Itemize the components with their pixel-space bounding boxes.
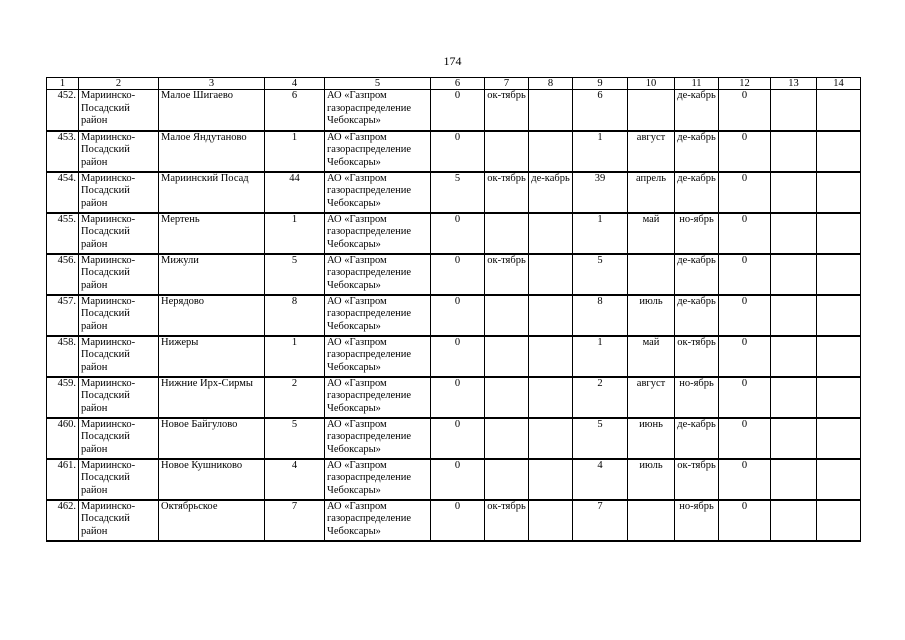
- month-cell: август: [628, 131, 675, 172]
- month-cell: [529, 459, 573, 500]
- settlement-cell: Мертень: [159, 213, 265, 254]
- month-cell: ок-тябрь: [485, 172, 529, 213]
- empty-cell: [817, 459, 861, 500]
- month-cell: де-кабрь: [529, 172, 573, 213]
- settlement-cell: Нижеры: [159, 336, 265, 377]
- settlement-cell: Нижние Ирх-Сирмы: [159, 377, 265, 418]
- row-number-cell: 452.: [47, 90, 79, 131]
- count-cell: 0: [431, 213, 485, 254]
- settlement-cell: Мариинский Посад: [159, 172, 265, 213]
- count-cell: 0: [431, 418, 485, 459]
- column-header: 1: [47, 78, 79, 90]
- empty-cell: [771, 418, 817, 459]
- empty-cell: [771, 172, 817, 213]
- district-cell: Мариинско-Посадский район: [79, 131, 159, 172]
- month-cell: де-кабрь: [675, 254, 719, 295]
- column-header: 6: [431, 78, 485, 90]
- empty-cell: [817, 418, 861, 459]
- month-cell: [628, 90, 675, 131]
- district-cell: Мариинско-Посадский район: [79, 500, 159, 541]
- month-cell: ок-тябрь: [675, 336, 719, 377]
- row-number-cell: 461.: [47, 459, 79, 500]
- settlement-cell: Мижули: [159, 254, 265, 295]
- month-cell: май: [628, 336, 675, 377]
- organization-cell: АО «Газпром газораспределение Чебоксары»: [325, 90, 431, 131]
- column-header: 2: [79, 78, 159, 90]
- count-cell: 1: [573, 213, 628, 254]
- page-number: 174: [443, 54, 462, 68]
- month-cell: июнь: [628, 418, 675, 459]
- settlement-cell: Новое Кушниково: [159, 459, 265, 500]
- month-cell: ок-тябрь: [675, 459, 719, 500]
- count-cell: 7: [265, 500, 325, 541]
- month-cell: [529, 90, 573, 131]
- organization-cell: АО «Газпром газораспределение Чебоксары»: [325, 295, 431, 336]
- count-cell: 5: [573, 254, 628, 295]
- empty-cell: [817, 377, 861, 418]
- month-cell: июль: [628, 459, 675, 500]
- organization-cell: АО «Газпром газораспределение Чебоксары»: [325, 500, 431, 541]
- table-row: [47, 295, 861, 336]
- count-cell: 0: [719, 459, 771, 500]
- count-cell: 39: [573, 172, 628, 213]
- count-cell: 8: [265, 295, 325, 336]
- district-cell: Мариинско-Посадский район: [79, 213, 159, 254]
- column-header: 11: [675, 78, 719, 90]
- count-cell: 6: [265, 90, 325, 131]
- count-cell: 1: [265, 336, 325, 377]
- empty-cell: [817, 500, 861, 541]
- column-header: 13: [771, 78, 817, 90]
- month-cell: июль: [628, 295, 675, 336]
- empty-cell: [771, 500, 817, 541]
- empty-cell: [771, 295, 817, 336]
- month-cell: де-кабрь: [675, 172, 719, 213]
- count-cell: 2: [265, 377, 325, 418]
- table-row: [47, 90, 861, 131]
- count-cell: 0: [719, 90, 771, 131]
- district-cell: Мариинско-Посадский район: [79, 90, 159, 131]
- month-cell: но-ябрь: [675, 500, 719, 541]
- count-cell: 5: [265, 254, 325, 295]
- settlement-cell: Новое Байгулово: [159, 418, 265, 459]
- empty-cell: [771, 336, 817, 377]
- count-cell: 0: [719, 213, 771, 254]
- row-number-cell: 457.: [47, 295, 79, 336]
- empty-cell: [771, 131, 817, 172]
- district-cell: Мариинско-Посадский район: [79, 459, 159, 500]
- empty-cell: [817, 254, 861, 295]
- count-cell: 1: [573, 336, 628, 377]
- table-row: [47, 459, 861, 500]
- count-cell: 1: [265, 213, 325, 254]
- count-cell: 4: [265, 459, 325, 500]
- count-cell: 0: [431, 336, 485, 377]
- settlement-cell: Октябрьское: [159, 500, 265, 541]
- district-cell: Мариинско-Посадский район: [79, 295, 159, 336]
- count-cell: 44: [265, 172, 325, 213]
- table-row: [47, 336, 861, 377]
- month-cell: август: [628, 377, 675, 418]
- count-cell: 0: [719, 336, 771, 377]
- row-number-cell: 462.: [47, 500, 79, 541]
- empty-cell: [817, 172, 861, 213]
- count-cell: 1: [573, 131, 628, 172]
- month-cell: [485, 295, 529, 336]
- district-cell: Мариинско-Посадский район: [79, 336, 159, 377]
- empty-cell: [771, 377, 817, 418]
- table-row: [47, 172, 861, 213]
- empty-cell: [771, 213, 817, 254]
- count-cell: 0: [719, 131, 771, 172]
- month-cell: [485, 213, 529, 254]
- column-header: 9: [573, 78, 628, 90]
- month-cell: [485, 418, 529, 459]
- column-header: 12: [719, 78, 771, 90]
- count-cell: 8: [573, 295, 628, 336]
- count-cell: 6: [573, 90, 628, 131]
- count-cell: 7: [573, 500, 628, 541]
- month-cell: ок-тябрь: [485, 254, 529, 295]
- month-cell: но-ябрь: [675, 377, 719, 418]
- gasification-table: [46, 77, 861, 542]
- month-cell: [485, 377, 529, 418]
- row-number-cell: 460.: [47, 418, 79, 459]
- month-cell: апрель: [628, 172, 675, 213]
- column-header: 5: [325, 78, 431, 90]
- organization-cell: АО «Газпром газораспределение Чебоксары»: [325, 254, 431, 295]
- count-cell: 0: [431, 377, 485, 418]
- column-header: 8: [529, 78, 573, 90]
- count-cell: 4: [573, 459, 628, 500]
- month-cell: [529, 336, 573, 377]
- column-number-row: [47, 78, 861, 90]
- count-cell: 0: [431, 254, 485, 295]
- column-header: 10: [628, 78, 675, 90]
- count-cell: 0: [719, 377, 771, 418]
- organization-cell: АО «Газпром газораспределение Чебоксары»: [325, 131, 431, 172]
- month-cell: [485, 131, 529, 172]
- month-cell: [628, 500, 675, 541]
- organization-cell: АО «Газпром газораспределение Чебоксары»: [325, 459, 431, 500]
- month-cell: де-кабрь: [675, 90, 719, 131]
- month-cell: [485, 336, 529, 377]
- count-cell: 2: [573, 377, 628, 418]
- month-cell: [529, 295, 573, 336]
- table-row: [47, 377, 861, 418]
- count-cell: 5: [573, 418, 628, 459]
- organization-cell: АО «Газпром газораспределение Чебоксары»: [325, 336, 431, 377]
- month-cell: [628, 254, 675, 295]
- row-number-cell: 459.: [47, 377, 79, 418]
- settlement-cell: Малое Шигаево: [159, 90, 265, 131]
- count-cell: 0: [431, 500, 485, 541]
- count-cell: 0: [719, 418, 771, 459]
- month-cell: [529, 377, 573, 418]
- count-cell: 0: [431, 90, 485, 131]
- district-cell: Мариинско-Посадский район: [79, 172, 159, 213]
- district-cell: Мариинско-Посадский район: [79, 418, 159, 459]
- month-cell: май: [628, 213, 675, 254]
- empty-cell: [817, 213, 861, 254]
- empty-cell: [817, 295, 861, 336]
- empty-cell: [817, 336, 861, 377]
- month-cell: де-кабрь: [675, 131, 719, 172]
- table-row: [47, 418, 861, 459]
- month-cell: [529, 254, 573, 295]
- row-number-cell: 455.: [47, 213, 79, 254]
- empty-cell: [771, 254, 817, 295]
- district-cell: Мариинско-Посадский район: [79, 377, 159, 418]
- empty-cell: [817, 90, 861, 131]
- organization-cell: АО «Газпром газораспределение Чебоксары»: [325, 172, 431, 213]
- table-row: [47, 131, 861, 172]
- count-cell: 5: [265, 418, 325, 459]
- count-cell: 0: [719, 295, 771, 336]
- row-number-cell: 456.: [47, 254, 79, 295]
- column-header: 3: [159, 78, 265, 90]
- organization-cell: АО «Газпром газораспределение Чебоксары»: [325, 377, 431, 418]
- empty-cell: [771, 90, 817, 131]
- month-cell: ок-тябрь: [485, 90, 529, 131]
- column-header: 4: [265, 78, 325, 90]
- table-row: [47, 500, 861, 541]
- month-cell: но-ябрь: [675, 213, 719, 254]
- row-number-cell: 453.: [47, 131, 79, 172]
- count-cell: 0: [719, 254, 771, 295]
- organization-cell: АО «Газпром газораспределение Чебоксары»: [325, 418, 431, 459]
- count-cell: 0: [719, 172, 771, 213]
- count-cell: 0: [431, 459, 485, 500]
- row-number-cell: 458.: [47, 336, 79, 377]
- month-cell: де-кабрь: [675, 295, 719, 336]
- table-row: [47, 254, 861, 295]
- organization-cell: АО «Газпром газораспределение Чебоксары»: [325, 213, 431, 254]
- count-cell: 0: [719, 500, 771, 541]
- month-cell: [529, 500, 573, 541]
- column-header: 14: [817, 78, 861, 90]
- count-cell: 0: [431, 131, 485, 172]
- column-header: 7: [485, 78, 529, 90]
- count-cell: 1: [265, 131, 325, 172]
- month-cell: [529, 418, 573, 459]
- district-cell: Мариинско-Посадский район: [79, 254, 159, 295]
- settlement-cell: Малое Яндутаново: [159, 131, 265, 172]
- empty-cell: [771, 459, 817, 500]
- month-cell: [485, 459, 529, 500]
- count-cell: 0: [431, 295, 485, 336]
- count-cell: 5: [431, 172, 485, 213]
- empty-cell: [817, 131, 861, 172]
- month-cell: [529, 213, 573, 254]
- month-cell: де-кабрь: [675, 418, 719, 459]
- table-row: [47, 213, 861, 254]
- settlement-cell: Нерядово: [159, 295, 265, 336]
- month-cell: ок-тябрь: [485, 500, 529, 541]
- row-number-cell: 454.: [47, 172, 79, 213]
- month-cell: [529, 131, 573, 172]
